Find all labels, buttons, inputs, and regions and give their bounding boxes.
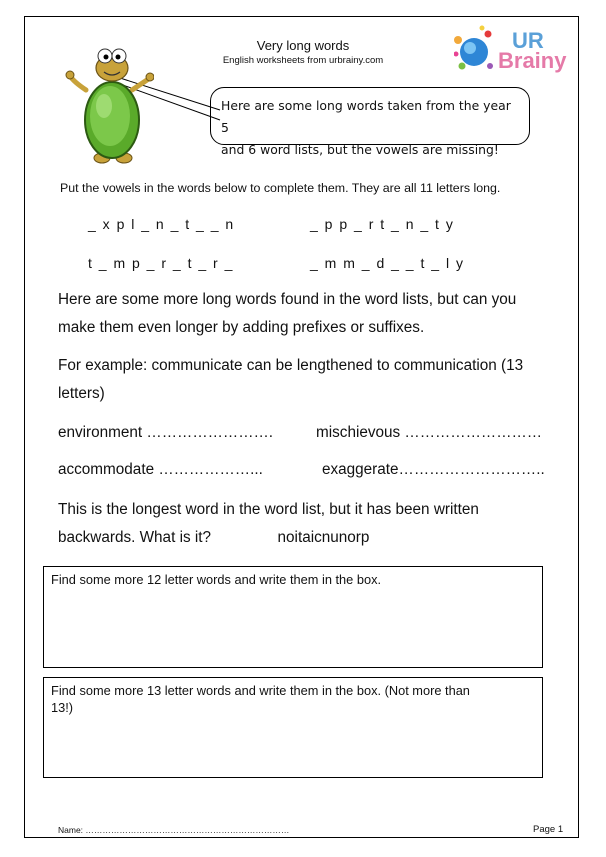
logo-text-brainy: Brainy (498, 48, 567, 73)
backwards-question: backwards. What is it? (58, 529, 212, 546)
urbrainy-logo (454, 22, 574, 82)
page-title: Very long words (256, 38, 350, 53)
example-paragraph (58, 352, 523, 408)
footer-page-number: Page 1 (533, 824, 564, 835)
missing-word-2: _ p p _ r t _ n _ t y (310, 216, 455, 232)
backwards-line-2 (58, 524, 479, 552)
backwards-word: noitaicnunorp (277, 529, 370, 546)
box-12-prompt: Find some more 12 letter words and write them in the box. (51, 572, 382, 587)
box-13-line-2: 13!) (51, 700, 74, 715)
prompt-accommodate: accommodate ………………... (58, 461, 263, 478)
prompt-exaggerate: exaggerate……………………….. (322, 461, 545, 478)
prefix-line-2: make them even longer by adding prefixes or suffixes. (58, 319, 425, 336)
example-line-1: For example: communicate can be lengthened to communication (13 (58, 357, 524, 374)
prompt-mischievous: mischievous ……………………… (316, 424, 543, 441)
prefix-paragraph (58, 286, 516, 342)
instruction-text: Put the vowels in the words below to complete them. They are all 11 letters long. (60, 181, 501, 195)
answer-box-13-letters[interactable] (43, 677, 543, 778)
missing-word-3: t _ m p _ r _ t _ r _ (88, 255, 234, 271)
answer-box-12-letters[interactable] (43, 566, 543, 668)
speech-bubble (210, 87, 530, 157)
backwards-paragraph (58, 496, 479, 552)
prompt-environment: environment ……………………. (58, 424, 274, 441)
box-13-line-1: Find some more 13 letter words and write them in the box. (Not more than (51, 683, 470, 698)
bubble-line-1: Here are some long words taken from the year 5 (221, 98, 511, 135)
missing-word-1: _ x p l _ n _ t _ _ n (88, 216, 235, 232)
missing-word-4: _ m m _ d _ _ t _ l y (310, 255, 465, 271)
footer-name-field: Name: ……………………………………………………………… (58, 825, 290, 835)
logo-text-ur: UR (512, 28, 544, 53)
backwards-line-1: This is the longest word in the word list, but it has been written (58, 501, 479, 518)
turtle-mascot-icon (64, 42, 154, 167)
prefix-line-1: Here are some more long words found in the word lists, but can you (58, 291, 517, 308)
page-subtitle: English worksheets from urbrainy.com (222, 55, 384, 66)
example-line-2: letters) (58, 385, 105, 402)
bubble-line-2: and 6 word lists, but the vowels are missing! (221, 142, 499, 157)
